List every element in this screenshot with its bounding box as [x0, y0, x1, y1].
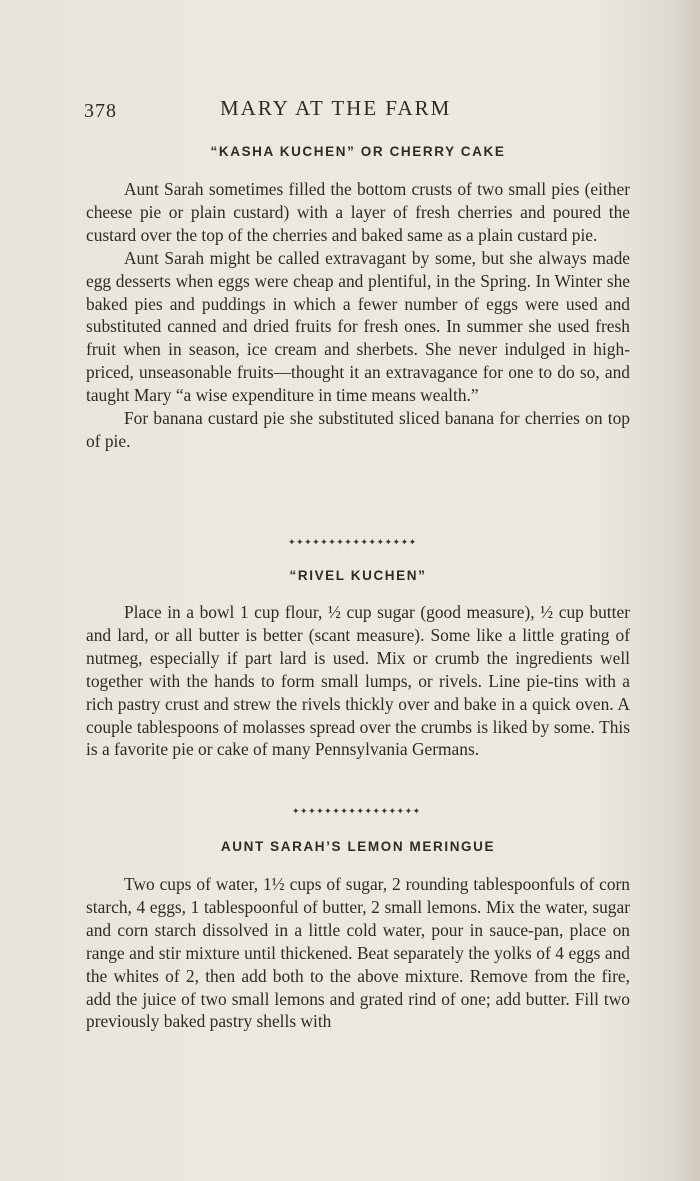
section-heading-kasha-kuchen: “KASHA KUCHEN” OR CHERRY CAKE	[210, 144, 506, 159]
section-body-rivel-kuchen	[86, 601, 630, 761]
paragraph: For banana custard pie she substituted sliced banana for cherries on top of pie.	[86, 408, 630, 451]
running-title: MARY AT THE FARM	[220, 96, 452, 120]
page-number: 378	[84, 100, 117, 122]
paragraph: Aunt Sarah sometimes filled the bottom crusts of two small pies (either cheese pie or plain custard) with a layer of fresh cherries and poured the custard over the top of the cherries and baked same as a plain custard pie.	[86, 179, 630, 245]
paragraph: Aunt Sarah might be called extravagant by some, but she always made egg desserts when eggs were cheap and plentiful, in the Spring. In Winter she baked pies and puddings in which a fewer number of eggs were used and substituted canned and dried fruits for fresh ones. In summer she used fresh fruit when in season, ice cream and sherbets. She never indulged in high-priced, unseasonable fruits—thought it an extravagance for one to do so, and taught Mary “a wise expenditure in time means wealth.”	[86, 247, 630, 406]
section-heading-lemon-meringue: AUNT SARAH’S LEMON MERINGUE	[220, 839, 496, 854]
paragraph: Place in a bowl 1 cup flour, ½ cup sugar (good measure), ½ cup butter and lard, or all butter is better (scant measure). Some like a little grating of nutmeg, especially if part lard is used. Mix or crumb the ingredients well together with the hands to form small lumps, or rivels. Line pie-tins with a rich pastry crust and strew the rivels thickly over and bake in a quick oven. A couple tablespoons of molasses spread over the crumbs is liked by some. This is a favorite pie or cake of many Pennsylvania Germans.	[86, 602, 630, 760]
section-heading-rivel-kuchen: “RIVEL KUCHEN”	[289, 568, 427, 583]
section-body-kasha-kuchen	[86, 178, 630, 453]
paragraph: Two cups of water, 1½ cups of sugar, 2 rounding tablespoonfuls of corn starch, 4 eggs, 1 tablespoonful of butter, 2 small lemons. Mix the water, sugar and corn starch dissolved in a little cold water, pour in sauce-pan, place on range and stir mixture until thickened. Beat separately the yolks of 4 eggs and the whites of 2, then add both to the above mixture. Remove from the fire, add the juice of two small lemons and grated rind of one; add butter. Fill two previously baked pastry shells with	[86, 874, 630, 1032]
ornamental-divider: ✦✦✦✦✦✦✦✦✦✦✦✦✦✦✦✦	[288, 537, 417, 547]
ornamental-divider: ✦✦✦✦✦✦✦✦✦✦✦✦✦✦✦✦	[292, 806, 421, 816]
section-body-lemon-meringue	[86, 873, 630, 1033]
